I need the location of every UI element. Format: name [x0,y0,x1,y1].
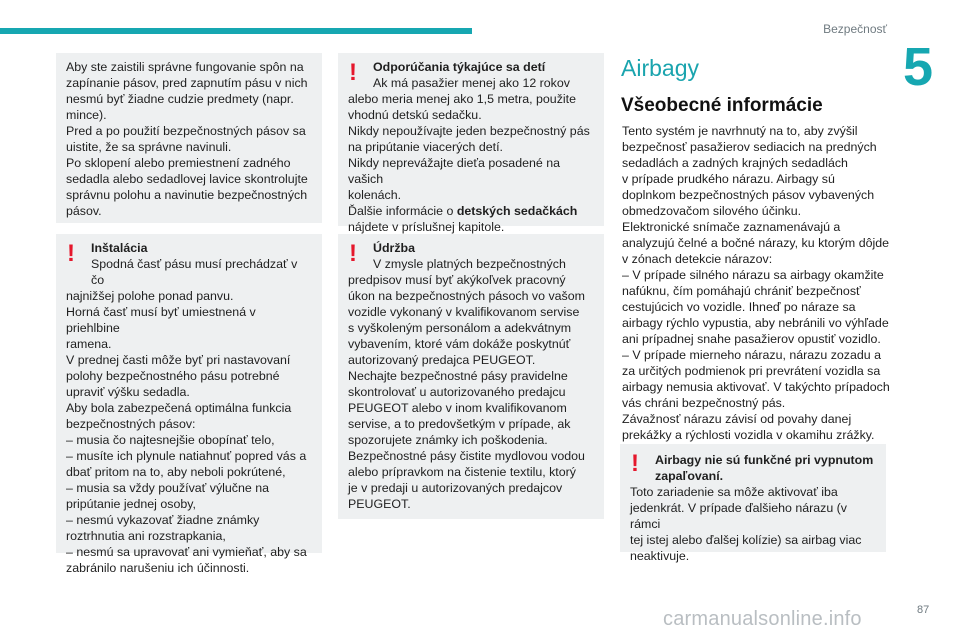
text-line: PEUGEOT alebo v inom kvalifikovanom [348,401,567,415]
text-line: zabránilo narušeniu ich účinnosti. [66,561,250,575]
text-block [348,256,594,272]
text-line: polohy bezpečnostného pásu potrebné [66,369,280,383]
text-line: – nesmú sa upravovať ani vymieňať, aby sa [66,545,307,559]
text-block [66,256,312,288]
text-line: uistite, že sa správne navinuli. [66,140,232,154]
text-line: mince). [66,108,107,122]
text-line: V zmysle platných bezpečnostných [373,257,566,271]
text-line: bezpečnosť pasažierov sediacich na predných [622,140,877,154]
text-line: Po sklopení alebo premiestnení zadného [66,156,291,170]
text-line: v prípade prudkého nárazu. Airbagy sú [622,172,835,186]
text-line: za určitých podmienok pri prevrátení vozidla sa [622,364,881,378]
text-line: pásov. [66,204,102,218]
text-line: vozidle vykonaný v kvalifikovanom servise [348,305,580,319]
text-line: spozorujete známky ich poškodenia. [348,433,548,447]
text-line: – V prípade silného nárazu sa airbagy okamžite [622,268,884,282]
text-line: airbagy nemusia aktivovať. V takýchto prípadoch [622,380,890,394]
text-line: správnu polohu a navinutie bezpečnostných [66,188,308,202]
text-line: – nesmú vykazovať žiadne známky [66,513,260,527]
box-title: Údržba [373,241,415,255]
text-line: bezpečnostných pásov: [66,417,196,431]
text-line: Nikdy nepoužívajte jeden bezpečnostný pás [348,124,590,138]
text-line: zapaľovaní. [655,469,724,483]
text-line: sedadlách a zadných krajných sedadlách [622,156,848,170]
page-number: 87 [917,604,930,616]
text-line: roztrhnutia ani rozstrapkania, [66,529,226,543]
warning-box-airbags [620,444,886,563]
text-line: tej istej alebo ďalšej kolízie) sa airbag viac [630,533,862,547]
text-line: Aby bola zabezpečená optimálna funkcia [66,401,292,415]
warning-icon: ! [67,240,75,267]
text-line: je v predaji u autorizovaných predajcov [348,481,563,495]
text-line: Toto zariadenie sa môže aktivovať iba [630,485,838,499]
text-line: cestujúcich vo vozidle. Ihneď po náraze sa [622,300,856,314]
box-title [630,452,876,484]
box-title: Inštalácia [91,241,148,255]
text-line: Spodná časť pásu musí prechádzať v čo [91,257,298,287]
text-line: Nikdy neprevážajte dieťa posadené na vašich [348,156,560,186]
text-line: servise, a to predovšetkým v prípade, ak [348,417,571,431]
text-line: Závažnosť nárazu závisí od povahy danej [622,412,852,426]
text-line: alebo prípravkom na čistenie textilu, ktorý [348,465,576,479]
text-line: – musia čo najtesnejšie obopínať telo, [66,433,275,447]
text-line: najnižšej polohe ponad panvu. [66,289,234,303]
text-line: zapínanie pásov, pred zapnutím pásu v nich [66,76,308,90]
info-box-seatbelt-buckles [56,53,322,223]
heading-airbags: Airbagy [621,55,699,81]
text-line: sedadla alebo sedadlovej lavice skontrolujte [66,172,308,186]
text-block [630,484,876,564]
text-line: úkon na bezpečnostných pásoch vo vašom [348,289,585,303]
warning-box-children [338,53,604,234]
text-block [348,75,594,91]
header-accent-bar [0,28,472,34]
text-line: – musíte ich plynule natiahnuť popred vás a [66,449,307,463]
text-line: nesmú byť žiadne cudzie predmety (napr. [66,92,294,106]
text-line: obmedzovačom silového účinku. [622,204,802,218]
text-block [66,59,312,219]
link-child-seats: detských sedačkách [456,204,578,218]
text-line: Nechajte bezpečnostné pásy pravidelne [348,369,568,383]
text-line: ani prípadnej snahe pasažierov opustiť vozidlo. [622,332,881,346]
text-line: analyzujú čelné a bočné nárazy, ku ktorým dôjde [622,236,890,250]
warning-icon: ! [631,450,639,477]
text-line: vybavením, ktoré vám dokáže poskytnúť [348,337,571,351]
warning-box-maintenance [338,234,604,519]
text-line: pripútanie jednej osoby, [66,497,196,511]
text-line: s vyškoleným personálom a adekvátnym [348,321,572,335]
warning-icon: ! [349,59,357,86]
chapter-number: 5 [903,37,934,97]
text-line: jedenkrát. V prípade ďalšieho nárazu (v rámci [630,501,848,531]
text-line: Elektronické snímače zaznamenávajú a [622,220,841,234]
text-line: Airbagy nie sú funkčné pri vypnutom [655,453,874,467]
text-line: Horná časť musí byť umiestnená v priehlbine [66,305,256,335]
airbag-general-text [622,123,890,443]
text-block [348,272,594,512]
text-line: na pripútanie viacerých detí. [348,140,503,154]
text-line: neaktivuje. [630,549,690,563]
text-line: airbagy rýchlo vypustia, aby nebránili vo výhľade [622,316,889,330]
heading-general-info: Všeobecné informácie [621,95,823,116]
text-line: prekážky a rýchlosti vozidla v okamihu zrážky. [622,428,875,442]
text-line: Pred a po použití bezpečnostných pásov sa [66,124,306,138]
warning-box-installation [56,234,322,575]
text-line: vás chráni bezpečnostný pás. [622,396,786,410]
text-line: v zónach detekcie nárazov: [622,252,773,266]
text-line: ramena. [66,337,112,351]
reference-line: Ďalšie informácie o detských sedačkách [348,204,578,218]
text-line: – musia sa vždy používať výlučne na [66,481,269,495]
text-line: vhodnú detskú sedačku. [348,108,482,122]
text-line: autorizovaný predajca PEUGEOT. [348,353,536,367]
watermark: carmanualsonline.info [663,608,862,630]
text-block [348,91,594,203]
text-line: dbať pritom na to, aby neboli pokrútené, [66,465,286,479]
text-block [66,288,312,576]
text-line: upraviť výšku sedadla. [66,385,190,399]
text-line: nafúknu, čím pomáhajú chrániť bezpečnosť [622,284,861,298]
section-title: Bezpečnosť [823,22,887,36]
text-line: Ak má pasažier menej ako 12 rokov [373,76,570,90]
text-line: doplnkom bezpečnostných pásov vybavených [622,188,875,202]
text-line: Tento systém je navrhnutý na to, aby zvýšil [622,124,858,138]
reference-line: nájdete v príslušnej kapitole. [348,220,505,234]
text-line: V prednej časti môže byť pri nastavovaní [66,353,291,367]
text-line: kolenách. [348,188,402,202]
text-line: predpisov musí byť akýkoľvek pracovný [348,273,566,287]
box-title: Odporúčania týkajúce sa detí [373,60,546,74]
text-line: PEUGEOT. [348,497,411,511]
text-line: Bezpečnostné pásy čistite mydlovou vodou [348,449,585,463]
text-line: skontrolovať u autorizovaného predajcu [348,385,566,399]
warning-icon: ! [349,240,357,267]
text-line: – V prípade mierneho nárazu, nárazu zozadu a [622,348,881,362]
text-line: alebo meria menej ako 1,5 metra, použite [348,92,576,106]
text-line: Aby ste zaistili správne fungovanie spôn na [66,60,304,74]
